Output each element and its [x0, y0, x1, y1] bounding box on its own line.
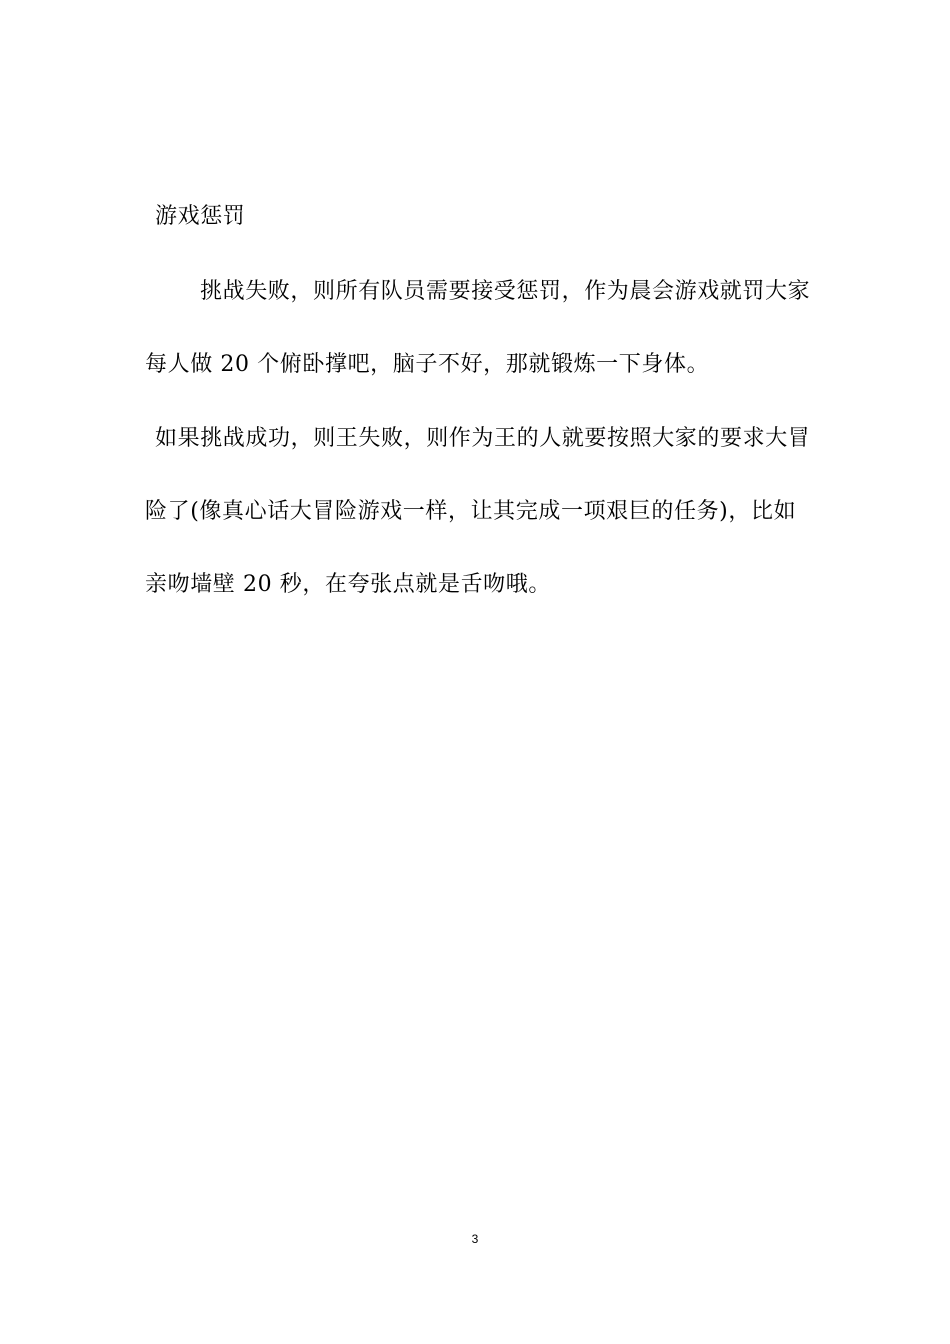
- paragraph-2-line-2: 险了(像真心话大冒险游戏一样，让其完成一项艰巨的任务)，比如: [145, 499, 797, 524]
- page-number: 3: [471, 1232, 479, 1246]
- section-heading: 游戏惩罚: [155, 204, 246, 229]
- paragraph-1-line-1: 挑战失败，则所有队员需要接受惩罚，作为晨会游戏就罚大家: [200, 279, 811, 304]
- paragraph-2-line-1: 如果挑战成功，则王失败，则作为王的人就要按照大家的要求大冒: [155, 426, 811, 451]
- paragraph-1-line-2: 每人做 20 个俯卧撑吧，脑子不好，那就锻炼一下身体。: [145, 352, 710, 377]
- paragraph-2-line-3: 亲吻墙壁 20 秒，在夸张点就是舌吻哦。: [145, 572, 551, 597]
